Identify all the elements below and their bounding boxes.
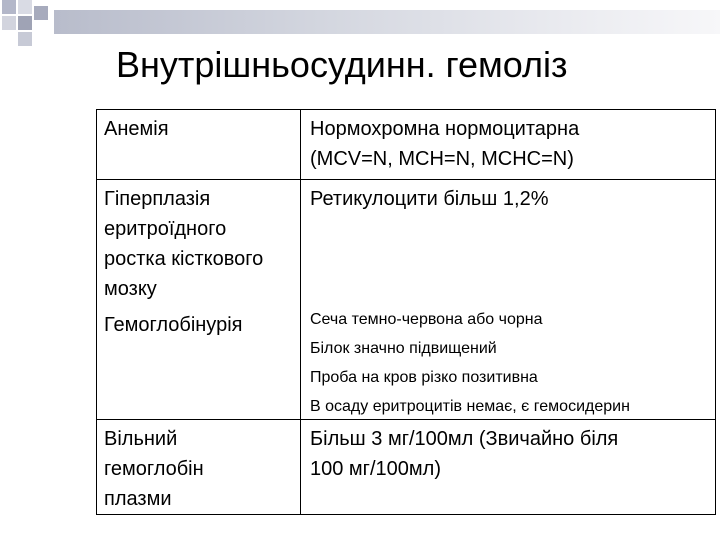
row-divider bbox=[97, 179, 715, 180]
decor-gradient-bar bbox=[54, 10, 720, 34]
decor-square bbox=[18, 16, 32, 30]
row-free-hemoglobin-label: Вільний гемоглобін плазми bbox=[104, 428, 204, 510]
row-hyperplasia-value: Ретикулоцити більш 1,2% bbox=[310, 188, 549, 210]
decor-square bbox=[18, 0, 32, 14]
decor-square bbox=[2, 0, 16, 14]
decor-square bbox=[2, 16, 16, 30]
row-free-hemoglobin-value: Більш 3 мг/100мл (Звичайно біля 100 мг/100мл) bbox=[310, 428, 619, 480]
header-decoration bbox=[0, 0, 720, 48]
decor-square bbox=[18, 32, 32, 46]
row-hemoglobinuria-label: Гемоглобінурія bbox=[104, 314, 243, 336]
row-hemoglobinuria-value: Сеча темно-червона або чорна Білок значно підвищений Проба на кров різко позитивна В осаду еритроцитів немає, є гемосидерин bbox=[310, 311, 630, 415]
row-hyperplasia-label: Гіперплазія еритроїдного ростка кісткового мозку bbox=[104, 188, 264, 300]
row-anemia-label: Анемія bbox=[104, 118, 169, 140]
slide-title: Внутрішньосудинн. гемоліз bbox=[116, 44, 568, 85]
hemolysis-table bbox=[96, 109, 716, 515]
column-divider bbox=[300, 110, 301, 514]
decor-square bbox=[34, 6, 48, 20]
row-anemia-value: Нормохромна нормоцитарна (MCV=N, MCH=N, MCHC=N) bbox=[310, 118, 580, 170]
